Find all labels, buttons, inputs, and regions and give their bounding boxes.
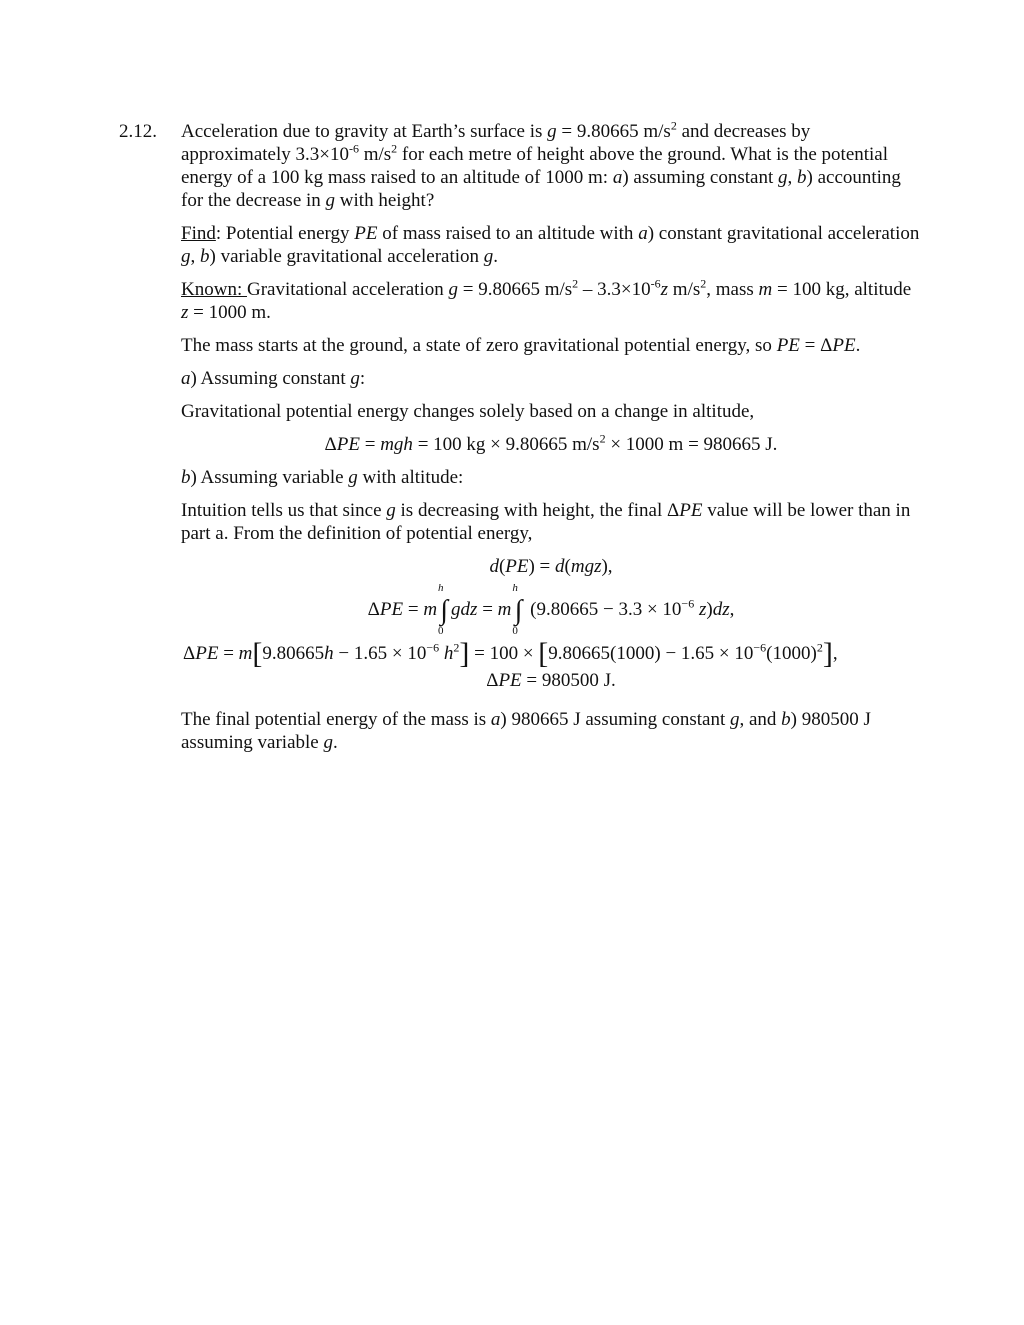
text: = 9.80665 m/s: [458, 279, 573, 300]
equation-bracket: [183, 637, 921, 670]
text: =: [218, 643, 239, 664]
equation-integral: [181, 582, 921, 638]
text: .: [332, 732, 338, 753]
problem-number: 2.12.: [119, 121, 157, 142]
text: with height?: [335, 190, 435, 211]
var-mgz: mgz: [570, 556, 602, 577]
text: The mass starts at the ground, a state of zero gravitational potential energy, so: [181, 335, 777, 356]
var-PE: PE: [354, 223, 378, 244]
lower-limit: 0: [438, 624, 444, 637]
text: m/s: [358, 144, 392, 165]
var-d: d: [489, 556, 499, 577]
text: of mass raised to an altitude with: [377, 223, 639, 244]
text: = 1000 m.: [188, 302, 271, 323]
upper-limit: h: [438, 581, 444, 594]
text: with altitude:: [357, 467, 464, 488]
text: value will be lower than in part a. From the definition of potential energy,: [181, 500, 911, 544]
var-a: a: [612, 167, 623, 188]
exponent: 2: [572, 276, 579, 291]
var-b: b: [200, 246, 210, 267]
conclusion-paragraph: [181, 708, 921, 754]
bracket-close: ]: [822, 637, 833, 670]
text: ,: [787, 167, 797, 188]
text: 9.80665(1000) − 1.65 × 10: [548, 643, 754, 664]
var-h: h: [443, 643, 454, 664]
text: = 100 kg × 9.80665 m/s: [412, 434, 600, 455]
var-g: g: [729, 709, 740, 730]
var-d: d: [555, 556, 565, 577]
text: ): [706, 599, 713, 620]
var-PE: PE: [776, 335, 800, 356]
text: .: [493, 246, 499, 267]
text: and decreases by approximately 3.3×10: [181, 121, 811, 165]
exponent: −6: [753, 640, 767, 655]
text: × 1000 m = 980665 J.: [605, 434, 778, 455]
exponent: 2: [816, 640, 823, 655]
var-a: a: [638, 223, 648, 244]
text: Δ: [367, 599, 380, 620]
var-g: g: [348, 467, 358, 488]
text: : Potential energy: [215, 223, 355, 244]
text: (: [564, 556, 571, 577]
var-PE: PE: [832, 335, 856, 356]
bracket-close: ]: [459, 637, 470, 670]
exponent: −6: [681, 596, 695, 611]
part-a-heading: [181, 367, 921, 390]
lower-limit: 0: [512, 624, 518, 637]
text: .: [855, 335, 861, 356]
bracket-open: [: [252, 637, 263, 670]
bracket-open: [: [538, 637, 549, 670]
var-PE: PE: [498, 670, 522, 691]
var-g: g: [181, 246, 191, 267]
var-m: m: [497, 599, 512, 620]
var-m: m: [758, 279, 773, 300]
var-dz: dz: [712, 599, 730, 620]
var-g: g: [778, 167, 788, 188]
text: =: [403, 599, 424, 620]
text: Gravitational acceleration: [246, 279, 449, 300]
text: ,: [729, 599, 735, 620]
equation-differential: [181, 555, 921, 578]
text: Δ: [324, 434, 337, 455]
exponent: 2: [391, 141, 398, 156]
known-paragraph: [181, 278, 921, 324]
text: ,: [832, 643, 838, 664]
var-b: b: [181, 467, 191, 488]
var-b: b: [797, 167, 807, 188]
text: for each metre of height above the ground. What is the potential energy of a 100 kg mass raised to an altitude of 1000 m:: [181, 144, 889, 188]
exponent: 2: [670, 118, 677, 133]
text: The final potential energy of the mass is: [181, 709, 491, 730]
text: is decreasing with height, the final Δ: [395, 500, 680, 521]
integral-sign: ∫ h 0: [438, 581, 448, 637]
exponent: -6: [650, 276, 661, 291]
problem-statement: [181, 120, 921, 212]
text: ) constant gravitational acceleration: [647, 223, 920, 244]
var-h: h: [324, 643, 334, 664]
var-PE: PE: [505, 556, 529, 577]
var-PE: PE: [379, 599, 404, 620]
text: ,: [190, 246, 200, 267]
text: ) =: [528, 556, 556, 577]
var-g: g: [483, 246, 494, 267]
var-PE: PE: [336, 434, 360, 455]
text: ) 980665 J assuming constant: [500, 709, 730, 730]
var-PE: PE: [679, 500, 703, 521]
var-g: g: [448, 279, 458, 300]
find-paragraph: [181, 222, 921, 268]
text: Δ: [486, 670, 499, 691]
var-g: g: [325, 190, 336, 211]
var-z: z: [698, 599, 707, 620]
text: = 100 kg, altitude: [772, 279, 912, 300]
var-PE: PE: [195, 643, 219, 664]
text: 9.80665: [262, 643, 325, 664]
text: = 100 ×: [469, 643, 539, 664]
exponent: −6: [426, 640, 440, 655]
text: ) 980500 J assuming variable: [181, 709, 871, 753]
text: ) Assuming variable: [190, 467, 349, 488]
upper-limit: h: [512, 581, 518, 594]
text: Acceleration due to gravity at Earth’s surface is: [181, 121, 548, 142]
equation-final: [181, 669, 921, 692]
text: ) variable gravitational acceleration: [209, 246, 484, 267]
solution-body: [181, 120, 921, 764]
exponent: -6: [348, 141, 359, 156]
text: − 1.65 × 10: [333, 643, 427, 664]
var-gdz: gdz: [451, 599, 478, 620]
text: (: [498, 556, 506, 577]
text: =: [359, 434, 381, 455]
text: = 9.80665 m/s: [556, 121, 671, 142]
known-label: Known:: [181, 279, 247, 300]
var-z: z: [660, 279, 669, 300]
text: = 980500 J.: [521, 670, 616, 691]
var-g: g: [386, 500, 396, 521]
text: , and: [739, 709, 782, 730]
part-a-text: Gravitational potential energy changes solely based on a change in altitude,: [181, 401, 755, 422]
var-g: g: [350, 368, 360, 389]
equation-part-a: [181, 433, 921, 456]
text: Intuition tells us that since: [181, 500, 387, 521]
var-m: m: [238, 643, 253, 664]
exponent: 2: [453, 640, 460, 655]
text: Δ: [183, 643, 196, 664]
var-a: a: [490, 709, 501, 730]
var-mgh: mgh: [380, 434, 413, 455]
text: = Δ: [799, 335, 833, 356]
var-z: z: [181, 302, 189, 323]
var-a: a: [181, 368, 191, 389]
text: – 3.3×10: [578, 279, 651, 300]
find-label: Find: [181, 223, 216, 244]
integral-sign: ∫ h 0: [512, 581, 523, 637]
exponent: 2: [599, 431, 606, 446]
part-b-intuition: [181, 499, 921, 545]
text: =: [477, 599, 498, 620]
text: m/s: [668, 279, 701, 300]
part-b-heading: [181, 466, 921, 489]
text: ) Assuming constant: [190, 368, 351, 389]
text: (1000): [766, 643, 817, 664]
exponent: 2: [700, 276, 707, 291]
text: ) accounting for the decrease in: [181, 167, 901, 211]
text: :: [359, 368, 366, 389]
var-b: b: [781, 709, 791, 730]
text: (9.80665 − 3.3 × 10: [525, 599, 682, 620]
var-g: g: [323, 732, 333, 753]
text: ),: [601, 556, 613, 577]
var-m: m: [423, 599, 438, 620]
text: , mass: [706, 279, 759, 300]
text: ) assuming constant: [622, 167, 778, 188]
ground-paragraph: [181, 334, 921, 357]
var-g: g: [547, 121, 557, 142]
